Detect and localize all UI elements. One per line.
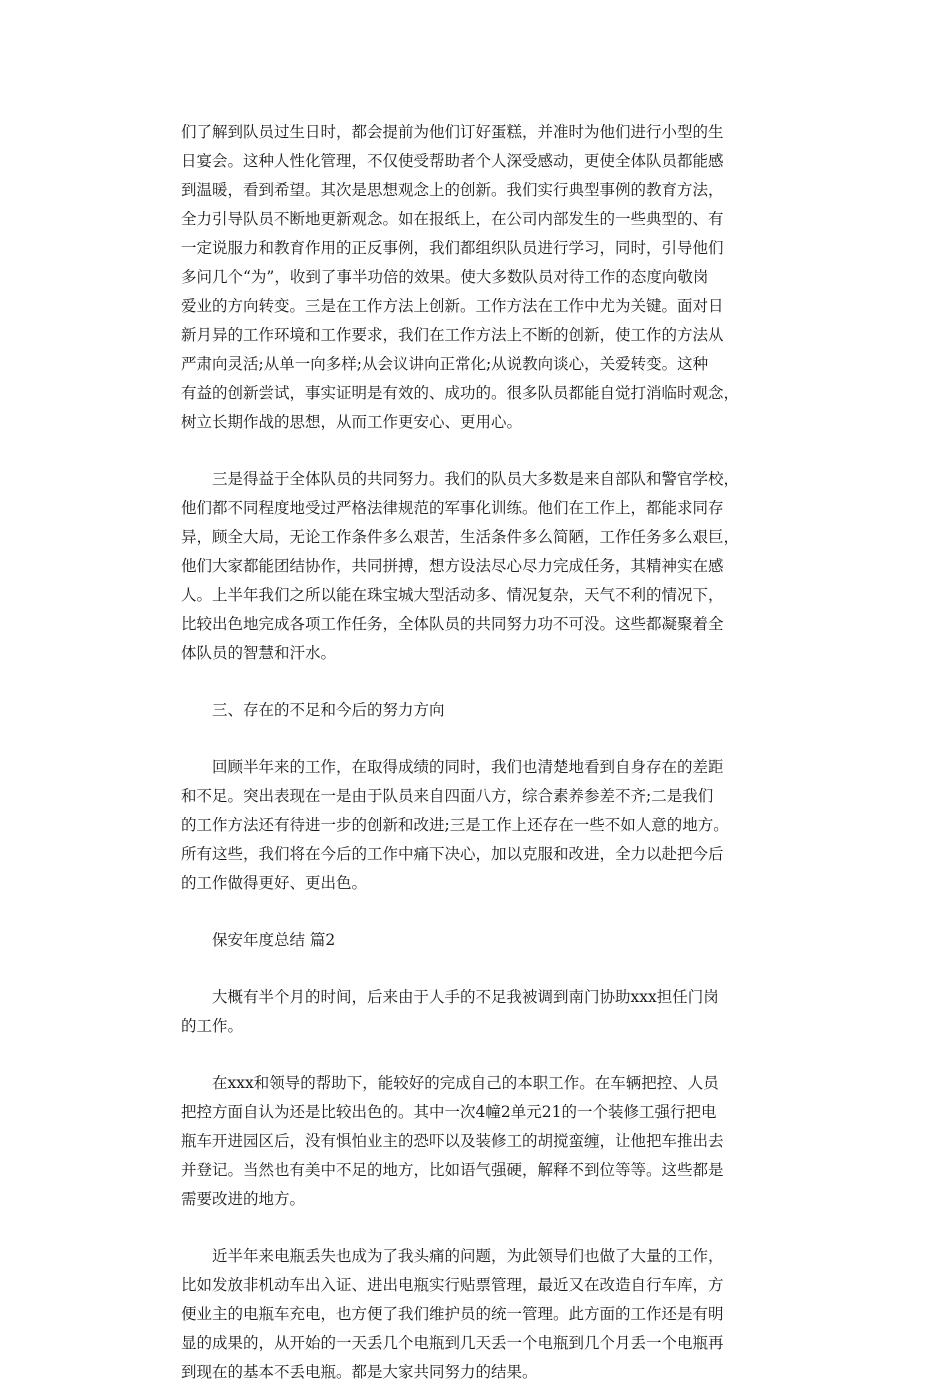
text-line: 回顾半年来的工作，在取得成绩的同时，我们也清楚地看到自身存在的差距 — [181, 758, 724, 776]
text-line: 需要改进的地方。 — [181, 1190, 306, 1208]
text-line: 便业主的电瓶车充电，也方便了我们维护员的统一管理。此方面的工作还是有明 — [181, 1305, 724, 1323]
text-line: 的工作做得更好、更出色。 — [181, 874, 368, 892]
document-body — [181, 118, 781, 1387]
text-line: 大概有半个月的时间，后来由于人手的不足我被调到南门协助xxx担任门岗 — [181, 988, 719, 1006]
paragraph-innovation — [181, 118, 781, 437]
text-line: 并登记。当然也有美中不足的地方，比如语气强硬，解释不到位等等。这些都是 — [181, 1161, 724, 1179]
paragraph-review — [181, 753, 781, 898]
text-line: 人。上半年我们之所以能在珠宝城大型活动多、情况复杂，天气不利的情况下， — [181, 586, 724, 604]
text-line: 的工作。 — [181, 1017, 244, 1035]
text-line: 树立长期作战的思想，从而工作更安心、更用心。 — [181, 413, 523, 431]
text-line: 近半年来电瓶丢失也成为了我头痛的问题，为此领导们也做了大量的工作， — [181, 1247, 724, 1265]
text-line: 全力引导队员不断地更新观念。如在报纸上，在公司内部发生的一些典型的、有 — [181, 210, 724, 228]
paragraph-spacer — [181, 955, 781, 983]
text-line: 保安年度总结 篇2 — [181, 931, 336, 949]
text-line: 体队员的智慧和汗水。 — [181, 644, 337, 662]
text-line: 多问几个“为”，收到了事半功倍的效果。使大多数队员对待工作的态度向敬岗 — [181, 268, 709, 286]
paragraph-spacer — [181, 1041, 781, 1069]
paragraph-battery-theft — [181, 1242, 781, 1387]
paragraph-spacer — [181, 668, 781, 696]
paragraph-south-gate — [181, 983, 781, 1041]
paragraph-spacer — [181, 898, 781, 926]
text-line: 到现在的基本不丢电瓶。都是大家共同努力的结果。 — [181, 1363, 538, 1381]
text-line: 日宴会。这种人性化管理，不仅使受帮助者个人深受感动，更使全体队员都能感 — [181, 152, 724, 170]
text-line: 瓶车开进园区后，没有惧怕业主的恐吓以及装修工的胡搅蛮缠，让他把车推出去 — [181, 1132, 724, 1150]
paragraph-spacer — [181, 725, 781, 753]
text-line: 三是得益于全体队员的共同努力。我们的队员大多数是来自部队和警官学校， — [181, 470, 740, 488]
paragraph-spacer — [181, 1214, 781, 1242]
text-line: 一定说服力和教育作用的正反事例，我们都组织队员进行学习，同时，引导他们 — [181, 239, 724, 257]
text-line: 爱业的方向转变。三是在工作方法上创新。工作方法在工作中尤为关键。面对日 — [181, 297, 724, 315]
text-line: 严肃向灵活;从单一向多样;从会议讲向正常化;从说教向谈心，关爱转变。这种 — [181, 355, 709, 373]
text-line: 到温暖，看到希望。其次是思想观念上的创新。我们实行典型事例的教育方法， — [181, 181, 724, 199]
paragraph-spacer — [181, 437, 781, 465]
text-line: 的工作方法还有待进一步的创新和改进;三是工作上还存在一些不如人意的地方。 — [181, 816, 729, 834]
section-title-part-2 — [181, 926, 781, 955]
text-line: 把控方面自认为还是比较出色的。其中一次4幢2单元21的一个装修工强行把电 — [181, 1103, 717, 1121]
text-line: 显的成果的，从开始的一天丢几个电瓶到几天丢一个电瓶到几个月丢一个电瓶再 — [181, 1334, 724, 1352]
text-line: 比较出色地完成各项工作任务，全体队员的共同努力功不可没。这些都凝聚着全 — [181, 615, 724, 633]
text-line: 异，顾全大局，无论工作条件多么艰苦，生活条件多么简陋，工作任务多么艰巨， — [181, 528, 740, 546]
text-line: 他们大家都能团结协作，共同拼搏，想方设法尽心尽力完成任务，其精神实在感 — [181, 557, 724, 575]
text-line: 三、存在的不足和今后的努力方向 — [181, 701, 445, 719]
text-line: 有益的创新尝试，事实证明是有效的、成功的。很多队员都能自觉打消临时观念， — [181, 384, 740, 402]
text-line: 比如发放非机动车出入证、进出电瓶实行贴票管理，最近又在改造自行车库，方 — [181, 1276, 724, 1294]
text-line: 在xxx和领导的帮助下，能较好的完成自己的本职工作。在车辆把控、人员 — [181, 1074, 719, 1092]
section-heading-shortcomings — [181, 696, 781, 725]
text-line: 所有这些，我们将在今后的工作中痛下决心，加以克服和改进，全力以赴把今后 — [181, 845, 724, 863]
text-line: 和不足。突出表现在一是由于队员来自四面八方，综合素养参差不齐;二是我们 — [181, 787, 714, 805]
text-line: 他们都不同程度地受过严格法律规范的军事化训练。他们在工作上，都能求同存 — [181, 499, 724, 517]
text-line: 们了解到队员过生日时，都会提前为他们订好蛋糕，并准时为他们进行小型的生 — [181, 123, 724, 141]
text-line: 新月异的工作环境和工作要求，我们在工作方法上不断的创新，使工作的方法从 — [181, 326, 724, 344]
paragraph-vehicle-control — [181, 1069, 781, 1214]
paragraph-team-effort — [181, 465, 781, 668]
